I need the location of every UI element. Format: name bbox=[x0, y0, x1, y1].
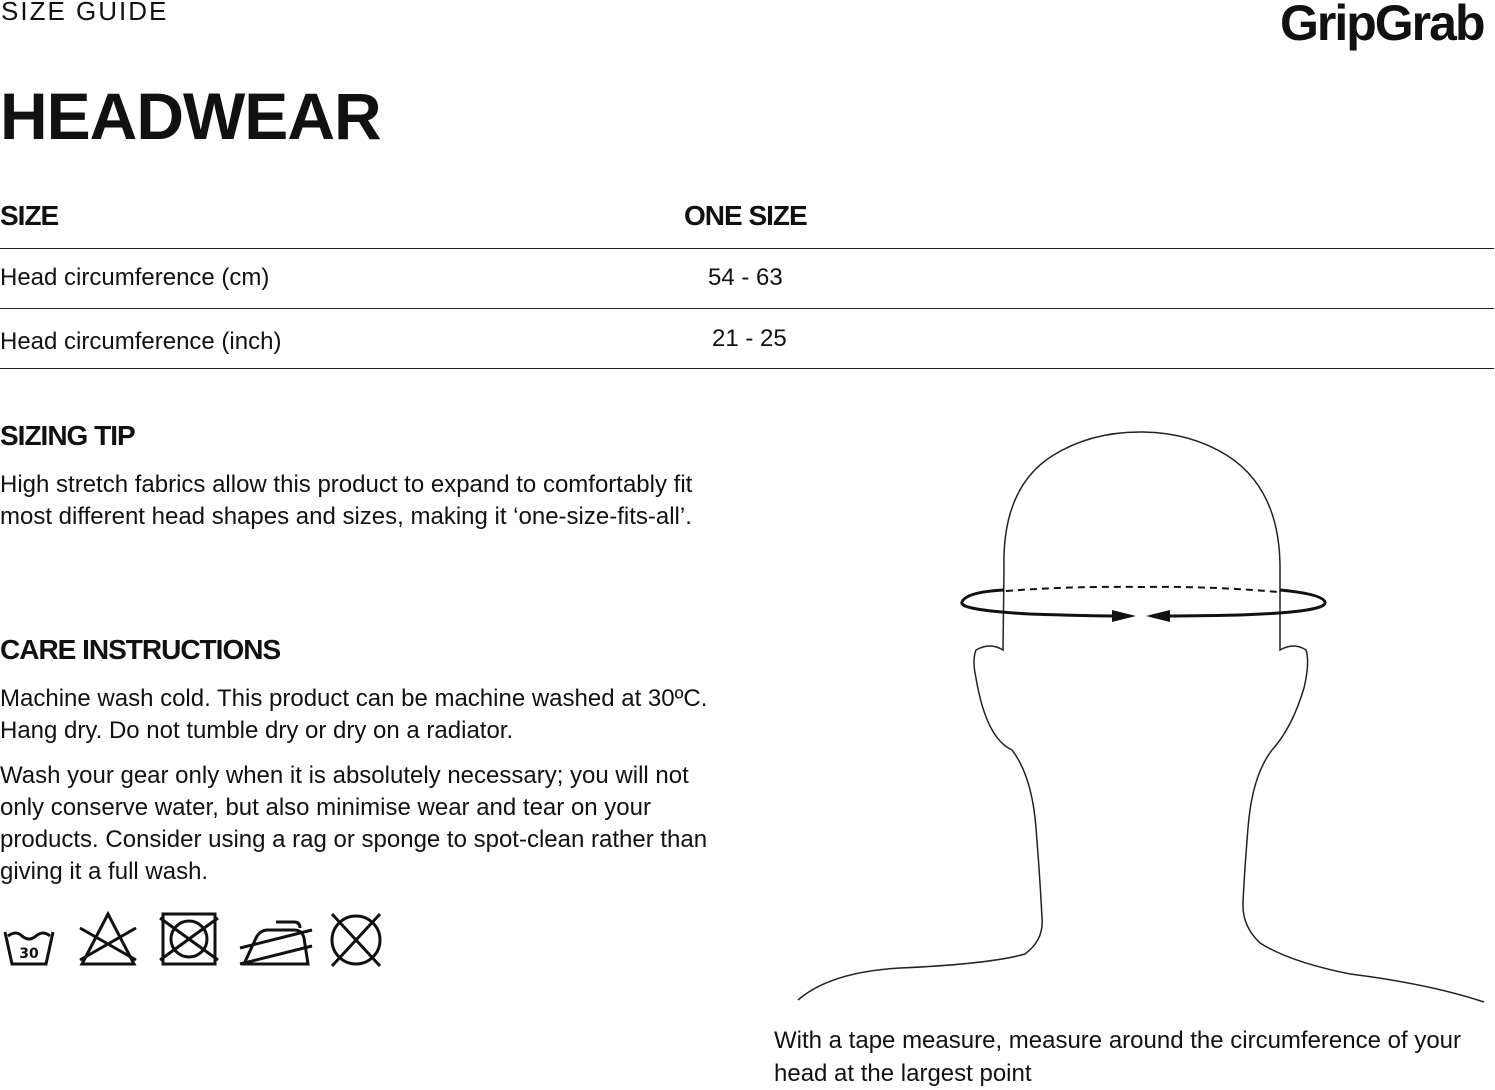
measurement-caption: With a tape measure, measure around the circumference of your head at the largest point bbox=[774, 1027, 1461, 1087]
table-header-size: SIZE bbox=[0, 200, 59, 231]
table-row-label: Head circumference (inch) bbox=[0, 328, 282, 355]
do-not-iron-icon bbox=[240, 922, 312, 964]
table-divider bbox=[0, 248, 1494, 249]
head-outline bbox=[798, 432, 1484, 1002]
table-row-value: 54 - 63 bbox=[708, 264, 783, 291]
size-guide-label: SIZE GUIDE bbox=[1, 0, 169, 26]
care-icons bbox=[0, 908, 400, 974]
head-measurement-illustration bbox=[790, 428, 1490, 1008]
wash-temperature-label: 30 bbox=[19, 946, 39, 962]
table-divider bbox=[0, 308, 1494, 309]
table-row-value: 21 - 25 bbox=[712, 325, 787, 352]
care-paragraph: Wash your gear only when it is absolutely necessary; you will not only conserve water, but also minimise wear and tear on your products. Consider using a rag or sponge to spot-clean rather than giving it a full wash. bbox=[0, 762, 708, 885]
care-instructions-heading: CARE INSTRUCTIONS bbox=[0, 634, 281, 665]
do-not-dry-clean-icon bbox=[332, 914, 380, 966]
table-header-one-size: ONE SIZE bbox=[684, 200, 807, 231]
gripgrab-logo: GripGrab bbox=[1280, 0, 1484, 51]
table-divider bbox=[0, 368, 1494, 369]
do-not-bleach-icon bbox=[80, 914, 136, 964]
wash-30-icon bbox=[5, 932, 53, 964]
table-row-label: Head circumference (cm) bbox=[0, 264, 270, 291]
tape-measure-icon bbox=[962, 587, 1325, 622]
sizing-tip-text: High stretch fabrics allow this product to expand to comfortably fit most different head shapes and sizes, making it ‘one-size-fits-all’. bbox=[0, 471, 693, 530]
do-not-tumble-dry-icon bbox=[160, 914, 218, 964]
page-title: HEADWEAR bbox=[0, 79, 381, 153]
sizing-tip-heading: SIZING TIP bbox=[0, 420, 135, 451]
care-paragraph: Machine wash cold. This product can be machine washed at 30ºC. Hang dry. Do not tumble dry or dry on a radiator. bbox=[0, 685, 708, 744]
